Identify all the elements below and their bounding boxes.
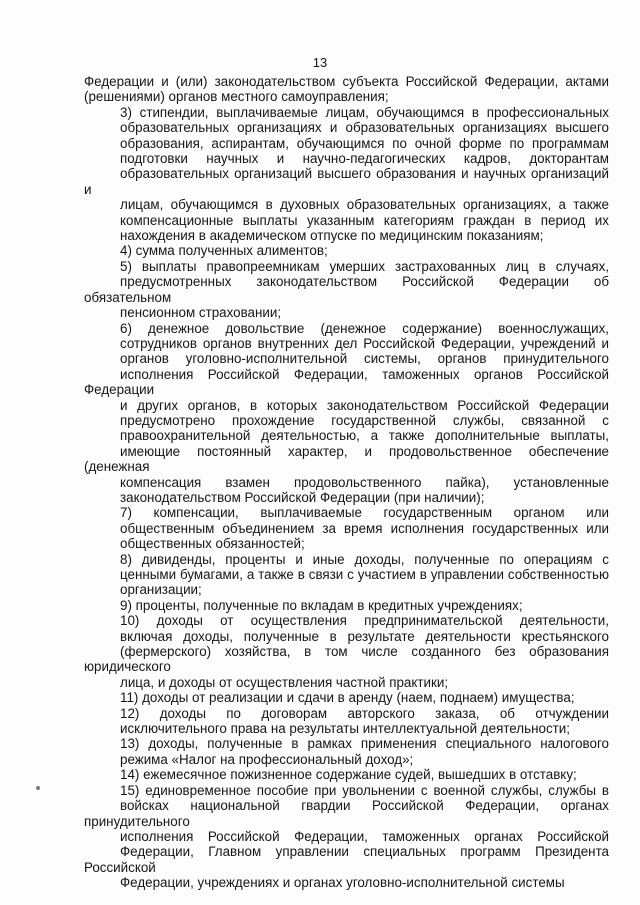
text-line: органов уголовно-исполнительной системы, органов принудительного: [120, 351, 609, 367]
text-line: исполнения Российской Федерации, таможенных органах Российской: [120, 828, 609, 844]
text-line: сотрудников органов внутренних дел Российской Федерации, учреждений и: [120, 335, 609, 351]
text-line: 6) денежное довольствие (денежное содержание) военнослужащих,: [120, 320, 609, 336]
page-number: 13: [312, 55, 328, 70]
text-line: образовательных организаций высшего образования и научных организаций и: [84, 166, 609, 197]
text-line: ценными бумагами, а также в связи с участием в управлении собственностью: [120, 567, 609, 582]
paragraph: [84, 243, 609, 258]
text-line: нахождения в академическом отпуске по медицинским показаниям;: [120, 228, 544, 244]
paragraph: [84, 706, 609, 737]
text-line: 9) проценты, полученные по вкладам в кредитных учреждениях;: [120, 597, 523, 613]
text-line: 10) доходы от осуществления предпринимательской деятельности,: [120, 613, 609, 629]
text-line: 3) стипендии, выплачиваемые лицам, обучающимся в профессиональных: [120, 104, 609, 120]
text-line: (фермерского) хозяйства, в том числе созданного без образования юридического: [84, 644, 609, 675]
paragraph: [84, 783, 609, 891]
text-line: 11) доходы от реализации и сдачи в аренду (наем, поднаем) имущества;: [120, 690, 575, 706]
text-line: общественным объединением за время исполнения государственных или: [120, 520, 609, 536]
text-line: 5) выплаты правопреемникам умерших застрахованных лиц в случаях,: [120, 258, 609, 274]
scan-speck: [36, 786, 40, 790]
paragraph: [84, 598, 609, 613]
paragraph: [84, 690, 609, 705]
text-line: включая доходы, полученные в результате деятельности крестьянского: [120, 628, 609, 644]
text-line: режима «Налог на профессиональный доход»;: [120, 751, 414, 767]
paragraph: [84, 505, 609, 551]
paragraph: [84, 613, 609, 690]
text-line: и других органов, в которых законодательством Российской Федерации: [120, 397, 609, 413]
text-line: образования, аспирантам, обучающимся по очной форме по программам: [120, 135, 609, 151]
text-line: компенсация взамен продовольственного пайка), установленные: [120, 474, 609, 490]
text-line: подготовки научных и научно-педагогических кадров, докторантам: [120, 151, 609, 167]
text-line: законодательством Российской Федерации (при наличии);: [120, 489, 485, 505]
paragraph: [84, 259, 609, 321]
paragraph: [84, 736, 609, 767]
text-line: организации;: [120, 582, 202, 598]
paragraph: [84, 767, 609, 782]
text-line: правоохранительной деятельностью, а также дополнительные выплаты,: [120, 428, 609, 444]
text-line: 15) единовременное пособие при увольнении с военной службы, службы в: [120, 782, 609, 798]
text-line: 13) доходы, полученные в рамках применения специального налогового: [120, 736, 609, 752]
text-line: исключительного права на результаты интеллектуальной деятельности;: [120, 721, 570, 737]
text-line: предусмотрено прохождение государственной службы, связанной с: [120, 412, 609, 428]
paragraph: [84, 552, 609, 598]
text-line: 7) компенсации, выплачиваемые государственным органом или: [120, 505, 609, 521]
text-line: предусмотренных законодательством Российской Федерации об обязательном: [84, 274, 609, 305]
text-line: общественных обязанностей;: [120, 536, 305, 552]
paragraph: [84, 105, 609, 244]
document-body: [84, 74, 609, 891]
text-line: 14) ежемесячное пожизненное содержание судей, вышедших в отставку;: [120, 767, 577, 783]
text-line: лица, и доходы от осуществления частной практики;: [120, 674, 449, 690]
text-line: имеющие постоянный характер, и продовольственное обеспечение (денежная: [84, 443, 609, 475]
text-line: войсках национальной гвардии Российской Федерации, органах принудительного: [84, 798, 609, 829]
text-line: 12) доходы по договорам авторского заказа, об отчуждении: [120, 705, 609, 721]
text-line: (решениями) органов местного самоуправления;: [84, 89, 389, 105]
text-line: пенсионном страховании;: [120, 305, 282, 321]
text-line: исполнения Российской Федерации, таможенных органов Российской Федерации: [84, 366, 609, 398]
text-line: компенсационные выплаты указанным категориям граждан в период их: [120, 212, 609, 228]
paragraph: [84, 74, 609, 105]
paragraph: [84, 321, 609, 506]
text-line: Федерации и (или) законодательством субъекта Российской Федерации, актами: [84, 74, 609, 89]
text-line: образовательных организациях и образовательных организациях высшего: [120, 120, 609, 136]
text-line: Федерации, учреждениях и органах уголовно-исполнительной системы: [120, 875, 565, 891]
text-line: 8) дивиденды, проценты и иные доходы, полученные по операциям с: [120, 551, 609, 567]
text-line: Федерации, Главном управлении специальных программ Президента Российской: [84, 844, 609, 875]
text-line: лицам, обучающимся в духовных образовательных организациях, а также: [120, 197, 609, 213]
text-line: 4) сумма полученных алиментов;: [120, 243, 328, 259]
